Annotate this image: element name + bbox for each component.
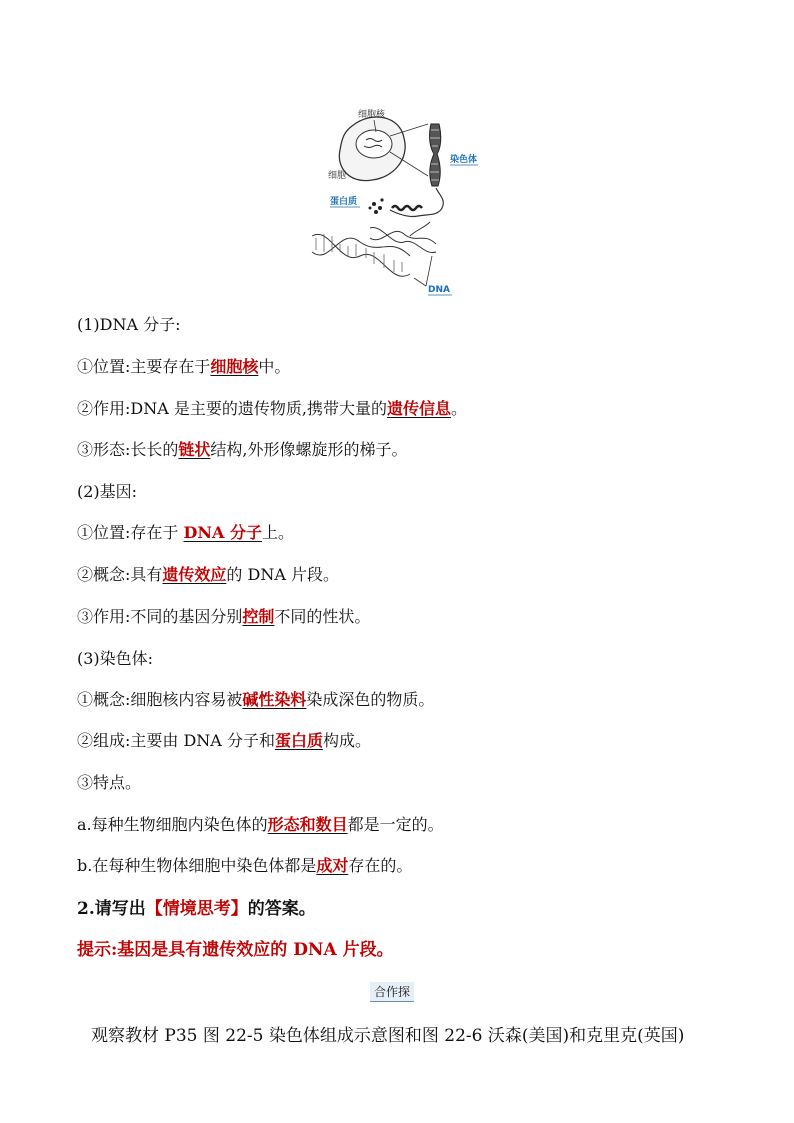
nucleus-label: 细胞核: [358, 110, 386, 120]
dna-heading: (1)DNA 分子:: [77, 315, 181, 334]
dna-shape-line: ③形态:长长的链状结构,外形像螺旋形的梯子。: [77, 440, 408, 459]
chromosome-composition-figure: [300, 96, 496, 300]
chromosome-features-heading: ③特点。: [77, 773, 142, 792]
dna-label: DNA: [428, 285, 450, 295]
answer-basic-dye: 碱性染料: [242, 690, 307, 709]
bottom-text: 观察教材 P35 图 22-5 染色体组成示意图和图 22-6 沃森(美国)和克里克(英国): [91, 1026, 685, 1046]
dna-role-line: ②作用:DNA 是主要的遗传物质,携带大量的遗传信息。: [77, 399, 467, 418]
hint-line: 提示:基因是具有遗传效应的 DNA 片段。: [77, 940, 394, 960]
answer-nucleus: 细胞核: [210, 357, 259, 376]
answer-dna-molecule: DNA 分子: [183, 523, 262, 542]
protein-dots: [369, 198, 384, 214]
gene-role-line: ③作用:不同的基因分别控制不同的性状。: [77, 607, 371, 626]
feature-b-line: b.在每种生物体细胞中染色体都是成对存在的。: [77, 856, 413, 875]
cell-label: 细胞: [328, 171, 347, 181]
situation-thinking-tag: 【情境思考】: [145, 899, 248, 919]
chromosome-label: 染色体: [450, 155, 478, 165]
dna-helix: [312, 228, 436, 277]
protein-label: 蛋白质: [330, 197, 358, 207]
answer-chain: 链状: [178, 440, 211, 459]
question-line: 2.请写出【情境思考】的答案。: [77, 899, 316, 919]
answer-protein: 蛋白质: [274, 731, 323, 750]
gene-location-line: ①位置:存在于 DNA 分子上。: [77, 523, 294, 542]
answer-shape-number: 形态和数目: [267, 815, 348, 834]
figure-svg: [300, 96, 496, 300]
chromosome-concept-line: ①概念:细胞核内容易被碱性染料染成深色的物质。: [77, 690, 435, 709]
gene-concept-line: ②概念:具有遗传效应的 DNA 片段。: [77, 565, 339, 584]
chromosome-composition-line: ②组成:主要由 DNA 分子和蛋白质构成。: [77, 731, 371, 750]
answer-genetic-info: 遗传信息: [386, 399, 451, 418]
chromosome-heading: (3)染色体:: [77, 649, 154, 668]
coiled-fiber: [392, 206, 422, 210]
chromosome-shape: [430, 124, 441, 186]
feature-a-line: a.每种生物细胞内染色体的形态和数目都是一定的。: [77, 815, 444, 834]
answer-genetic-effect: 遗传效应: [162, 565, 227, 584]
nucleus-shape: [356, 130, 392, 158]
answer-control: 控制: [242, 607, 275, 626]
dna-location-line: ①位置:主要存在于细胞核中。: [77, 357, 291, 376]
answer-pairs: 成对: [316, 856, 349, 875]
gene-heading: (2)基因:: [77, 482, 138, 501]
section-badge: 合作探: [370, 982, 414, 1002]
